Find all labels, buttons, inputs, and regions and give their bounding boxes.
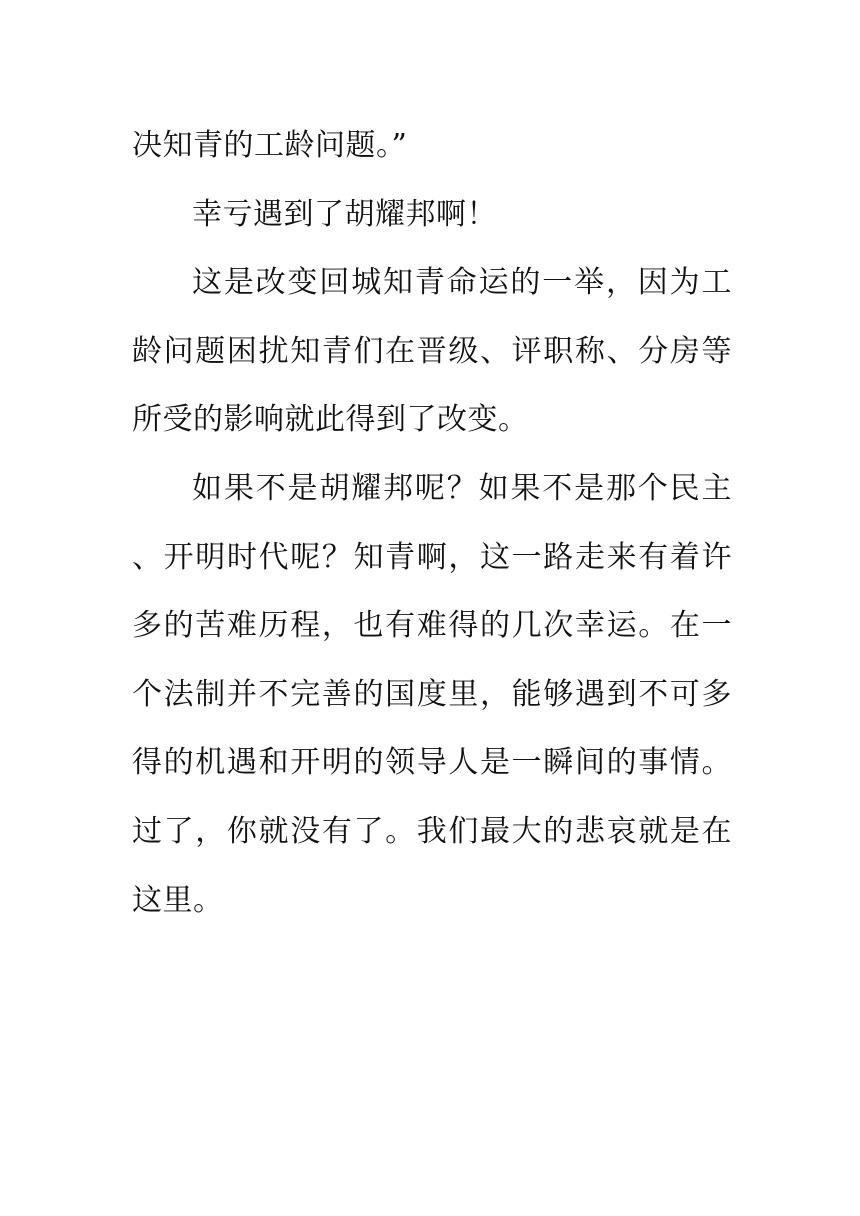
paragraph-4: 如果不是胡耀邦呢？如果不是那个民主、开明时代呢？知青啊，这一路走来有着许多的苦难历程，也有难得的几次幸运。在一个法制并不完善的国度里，能够遇到不可多得的机遇和开明的领导人是一瞬间的事情。过了，你就没有了。我们最大的悲哀就是在这里。 <box>132 470 732 918</box>
body-text <box>132 112 732 935</box>
paragraph-3: 这是改变回城知青命运的一举，因为工龄问题困扰知青们在晋级、评职称、分房等所受的影响就此得到了改变。 <box>132 265 732 438</box>
paragraph-2: 幸亏遇到了胡耀邦啊！ <box>192 196 497 232</box>
paragraph-1: 决知青的工龄问题。” <box>132 128 408 163</box>
